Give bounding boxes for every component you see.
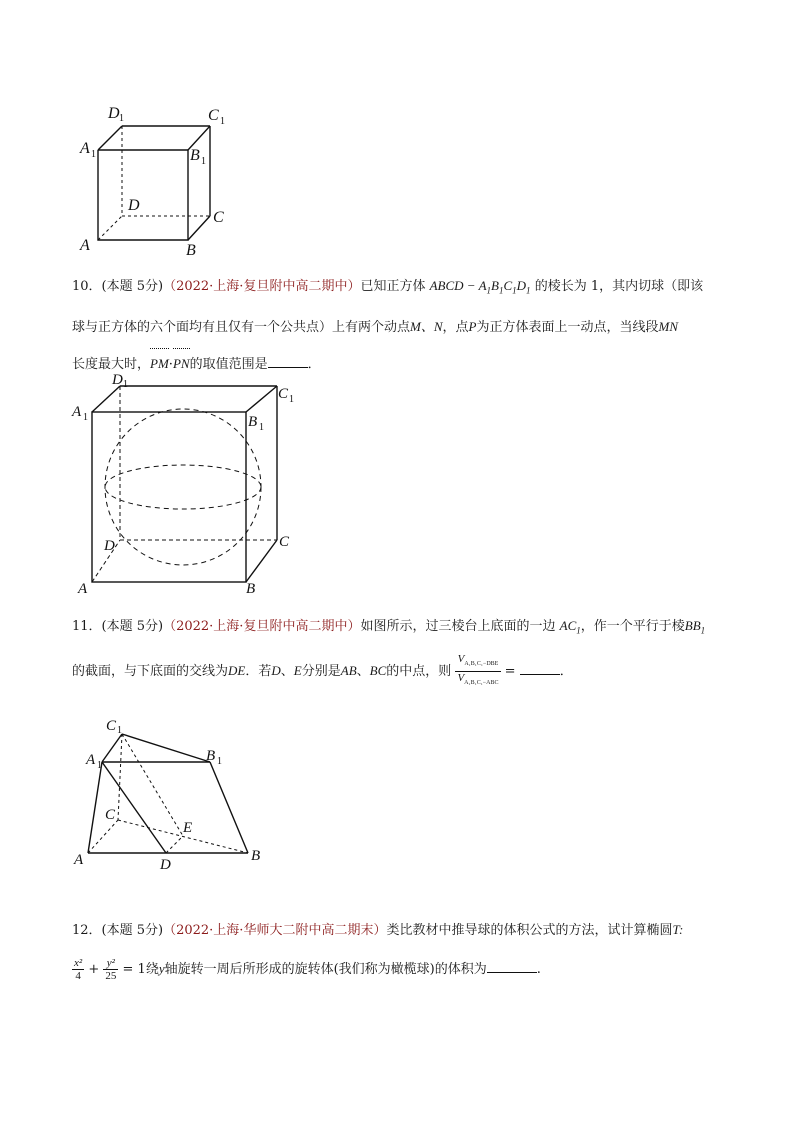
label-a1: A bbox=[86, 752, 96, 768]
q11-line-1: 11．(本题 5分)（2022·上海·复旦附中高二期中）如图所示，过三棱台上底面的一边 $AC_1$，作一个平行于棱$BB_1$ bbox=[72, 618, 706, 636]
figure-frustum bbox=[70, 712, 280, 874]
q10-seg: MN bbox=[658, 318, 679, 334]
q11-volume-ratio: $\frac{V_{A_1B_1C_1-DBE}}{V_{A_1B_1C_1-ABC}}$ bbox=[457, 653, 499, 686]
q12-line-2: $\frac{\text{x²}}{4}$ + $\frac{\text{y²}}{25}$ = 1绕y轴旋转一周后所形成的旋转体(我们称为橄榄球)的体积为 . bbox=[74, 957, 541, 982]
frustum-hidden-c1c bbox=[118, 734, 122, 820]
label-a: A bbox=[74, 852, 84, 868]
q12-answer-blank[interactable] bbox=[487, 958, 537, 973]
figure-cube-sphere bbox=[70, 374, 310, 596]
label-d1-sub: 1 bbox=[123, 379, 128, 390]
q12-number: 12．(本题 5分) bbox=[72, 923, 164, 938]
label-b1: B bbox=[248, 414, 258, 430]
q11-source: （2022·上海·复旦附中高二期中） bbox=[163, 619, 361, 634]
question-12 bbox=[72, 912, 724, 990]
q10-line-2: 球与正方体的六个面均有且仅有一个公共点）上有两个动点M、N，点P为正方体表面上一动点，当线段MN bbox=[72, 318, 679, 335]
label-d: D bbox=[128, 197, 140, 214]
label-d: D bbox=[160, 857, 171, 873]
label-d1: D bbox=[112, 374, 123, 388]
label-c1-sub: 1 bbox=[289, 394, 294, 405]
q10-mn: M、N bbox=[410, 318, 443, 334]
label-c1-sub: 1 bbox=[220, 116, 225, 127]
label-b1-sub: 1 bbox=[217, 756, 222, 767]
label-a1: A bbox=[80, 140, 90, 157]
label-a1-sub: 1 bbox=[83, 412, 88, 423]
section-hidden-de bbox=[166, 836, 183, 853]
label-b: B bbox=[186, 242, 196, 258]
label-d1-sub: 1 bbox=[119, 113, 124, 124]
label-b1-sub: 1 bbox=[201, 156, 206, 167]
label-c1: C bbox=[106, 718, 117, 734]
label-a1-sub: 1 bbox=[91, 149, 96, 160]
q10-vec-pm: PM bbox=[150, 346, 169, 382]
q10-line-3: 长度最大时，PM·PN的取值范围是 ． bbox=[72, 346, 724, 383]
label-d1: D bbox=[108, 105, 120, 122]
label-b1-sub: 1 bbox=[259, 422, 264, 433]
label-a: A bbox=[80, 237, 90, 254]
q11-line-2: 的截面，与下底面的交线为DE．若D、E分别是AB、BC的中点，则 $\frac{V_{A_1B_1C_1-DBE}}{V_{A_1B_1C_1-ABC}}$ = ． bbox=[72, 649, 724, 694]
q12-frac-y: $\frac{\text{y²}}{25}$ bbox=[105, 957, 117, 982]
label-b1: B bbox=[190, 147, 200, 164]
sphere-equator bbox=[105, 465, 261, 509]
q10-p: P bbox=[468, 318, 477, 334]
cube2-edge-b1c1 bbox=[246, 386, 277, 412]
q11-de: DE bbox=[228, 662, 246, 678]
label-c1: C bbox=[278, 386, 289, 402]
question-11 bbox=[72, 608, 724, 694]
cube1-edge-bc bbox=[188, 216, 210, 240]
q11-answer-blank[interactable] bbox=[520, 660, 560, 675]
frustum-edge-c1b1 bbox=[122, 734, 210, 762]
q10-number: 10．(本题 5分) bbox=[72, 279, 164, 294]
label-c1-sub: 1 bbox=[117, 725, 122, 736]
cube1-edge-a1d1 bbox=[98, 126, 122, 150]
frustum-edge-b1b bbox=[210, 762, 248, 853]
figure-cube-1 bbox=[70, 98, 240, 258]
inscribed-sphere bbox=[105, 409, 261, 565]
cube2-front-face bbox=[92, 412, 246, 582]
q10-answer-blank[interactable] bbox=[268, 353, 308, 368]
q10-vec-pn: PN bbox=[173, 346, 190, 382]
section-hidden-c1e bbox=[122, 734, 183, 836]
q11-ac1: $AC_1$ bbox=[559, 618, 581, 636]
label-c: C bbox=[105, 807, 116, 823]
frustum-edge-a1c1 bbox=[102, 734, 122, 762]
q10-text-b: 的棱长为 1，其内切球（即该 bbox=[534, 279, 704, 294]
q12-line-1: 12．(本题 5分)（2022·上海·华师大二附中高二期末）类比教材中推导球的体积公式的方法，试计算椭圆T: bbox=[72, 922, 684, 938]
q12-y: y bbox=[158, 961, 165, 976]
q12-source: （2022·上海·华师大二附中高二期末） bbox=[163, 923, 387, 938]
label-b: B bbox=[251, 848, 261, 864]
q11-bb1: $BB_1$ bbox=[684, 618, 706, 636]
label-b: B bbox=[246, 581, 256, 596]
label-c: C bbox=[279, 534, 290, 550]
label-a: A bbox=[78, 581, 88, 596]
q10-text-a: 已知正方体 bbox=[360, 279, 426, 294]
q12-frac-x: $\frac{\text{x²}}{4}$ bbox=[74, 957, 83, 982]
q11-number: 11．(本题 5分) bbox=[72, 619, 164, 634]
label-a1: A bbox=[72, 404, 82, 420]
q10-cube-name: ABCD − $A_1B_1C_1D_1$ bbox=[429, 278, 531, 296]
q10-source: （2022·上海·复旦附中高二期中） bbox=[163, 279, 361, 294]
label-c: C bbox=[213, 209, 224, 226]
label-e: E bbox=[183, 820, 193, 836]
q10-line-1 bbox=[72, 268, 724, 309]
cube2-edge-bc bbox=[246, 540, 277, 582]
label-a1-sub: 1 bbox=[97, 760, 102, 771]
cube2-edge-a1d1 bbox=[92, 386, 120, 412]
label-b1: B bbox=[206, 748, 216, 764]
label-c1: C bbox=[208, 107, 219, 124]
cube1-hidden-ad bbox=[98, 216, 122, 240]
label-d: D bbox=[104, 538, 115, 554]
q12-t: T: bbox=[672, 922, 684, 937]
question-10 bbox=[72, 268, 724, 383]
